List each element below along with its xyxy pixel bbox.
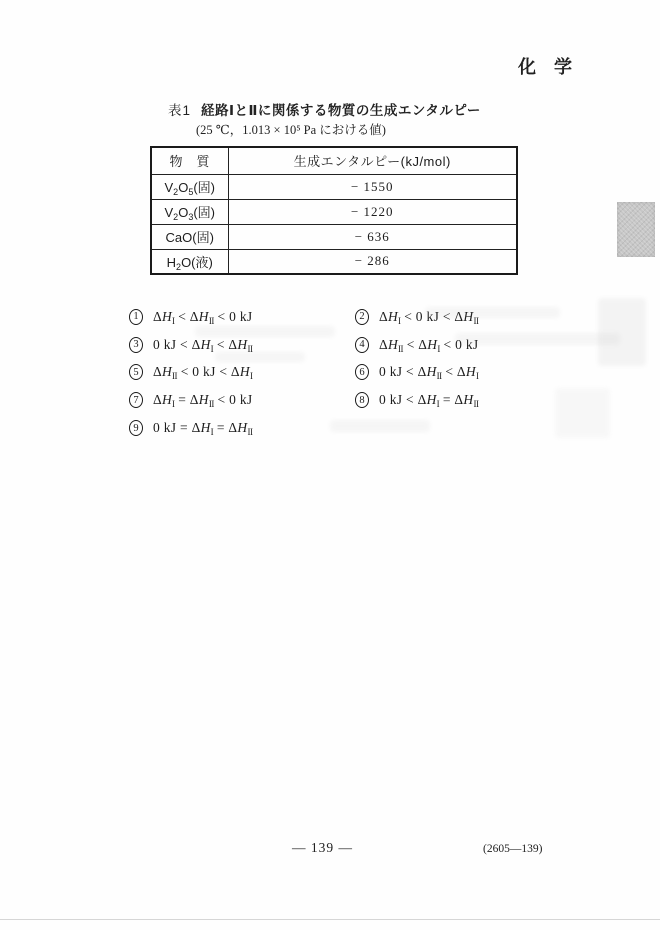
substance-cell: $H_2O$(液) xyxy=(151,249,228,274)
table-header-row xyxy=(151,147,517,174)
table-row xyxy=(151,249,517,274)
col-header-substance: 物 質 xyxy=(151,147,228,174)
table-row xyxy=(151,174,517,199)
bleed-through-smudge xyxy=(215,352,305,362)
bleed-through-smudge xyxy=(455,333,620,345)
option-number-circle: 4 xyxy=(355,337,369,353)
page-number: — 139 — xyxy=(292,840,353,855)
option-formula: 0 kJ < $\Delta H_{II} < \Delta H_I$ xyxy=(379,364,479,382)
answer-option-7 xyxy=(129,392,355,408)
table-row xyxy=(151,199,517,224)
option-number-circle: 8 xyxy=(355,392,369,408)
option-number-circle: 7 xyxy=(129,392,143,408)
bottom-scan-line xyxy=(0,919,660,920)
option-formula: 0 kJ < $\Delta H_I < \Delta H_{II}$ xyxy=(153,336,253,354)
substance-cell: CaO(固) xyxy=(151,224,228,249)
enthalpy-value-cell: − 1550 xyxy=(228,174,517,199)
print-code: (2605—139) xyxy=(483,843,543,855)
option-formula: $\Delta H_{II} < 0$ kJ < $\Delta H_I$ xyxy=(153,364,253,382)
table-row xyxy=(151,224,517,249)
option-number-circle: 2 xyxy=(355,309,369,325)
option-number-circle: 6 xyxy=(355,364,369,380)
option-formula: $\Delta H_I < \Delta H_{II} < 0$ kJ xyxy=(153,308,253,326)
bleed-through-smudge xyxy=(195,326,335,337)
bleed-through-smudge xyxy=(425,307,560,318)
col-header-enthalpy: 生成エンタルピー(kJ/mol) xyxy=(228,147,517,174)
formation-enthalpy-table xyxy=(150,146,518,275)
answer-option-1 xyxy=(129,309,355,325)
enthalpy-value-cell: − 286 xyxy=(228,249,517,274)
table-caption xyxy=(168,99,481,119)
option-number-circle: 5 xyxy=(129,364,143,380)
substance-cell: $V_2O_5$(固) xyxy=(151,174,228,199)
answer-option-8 xyxy=(355,392,478,408)
enthalpy-value-cell: − 1220 xyxy=(228,199,517,224)
bleed-through-smudge xyxy=(598,298,646,366)
table-caption-condition: (25 ℃，1.013 × 10⁵ Pa における値) xyxy=(196,123,386,137)
option-formula: 0 kJ = $\Delta H_I = \Delta H_{II}$ xyxy=(153,420,253,438)
option-number-circle: 3 xyxy=(129,337,143,353)
answer-option-3 xyxy=(129,337,355,353)
page-edge-section-marker xyxy=(617,202,655,257)
bleed-through-smudge xyxy=(555,388,610,438)
bleed-through-smudge xyxy=(330,420,430,432)
option-number-circle: 9 xyxy=(129,420,143,436)
answer-option-6 xyxy=(355,364,478,380)
option-formula: $\Delta H_I < 0$ kJ < $\Delta H_{II}$ xyxy=(379,308,479,326)
option-formula: 0 kJ < $\Delta H_I = \Delta H_{II}$ xyxy=(379,392,479,410)
option-number-circle: 1 xyxy=(129,309,143,325)
option-formula: $\Delta H_I = \Delta H_{II} < 0$ kJ xyxy=(153,392,253,410)
enthalpy-value-cell: − 636 xyxy=(228,224,517,249)
table-caption-label: 表1 xyxy=(168,103,192,118)
option-formula: $\Delta H_{II} < \Delta H_I < 0$ kJ xyxy=(379,336,479,354)
subject-header: 化 学 xyxy=(518,57,572,77)
substance-cell: $V_2O_3$(固) xyxy=(151,199,228,224)
answer-option-5 xyxy=(129,364,355,380)
table-caption-title: 経路ⅠとⅡに関係する物質の生成エンタルピー xyxy=(201,103,481,118)
answer-option-9 xyxy=(129,420,355,436)
enthalpy-table-body xyxy=(151,174,517,274)
